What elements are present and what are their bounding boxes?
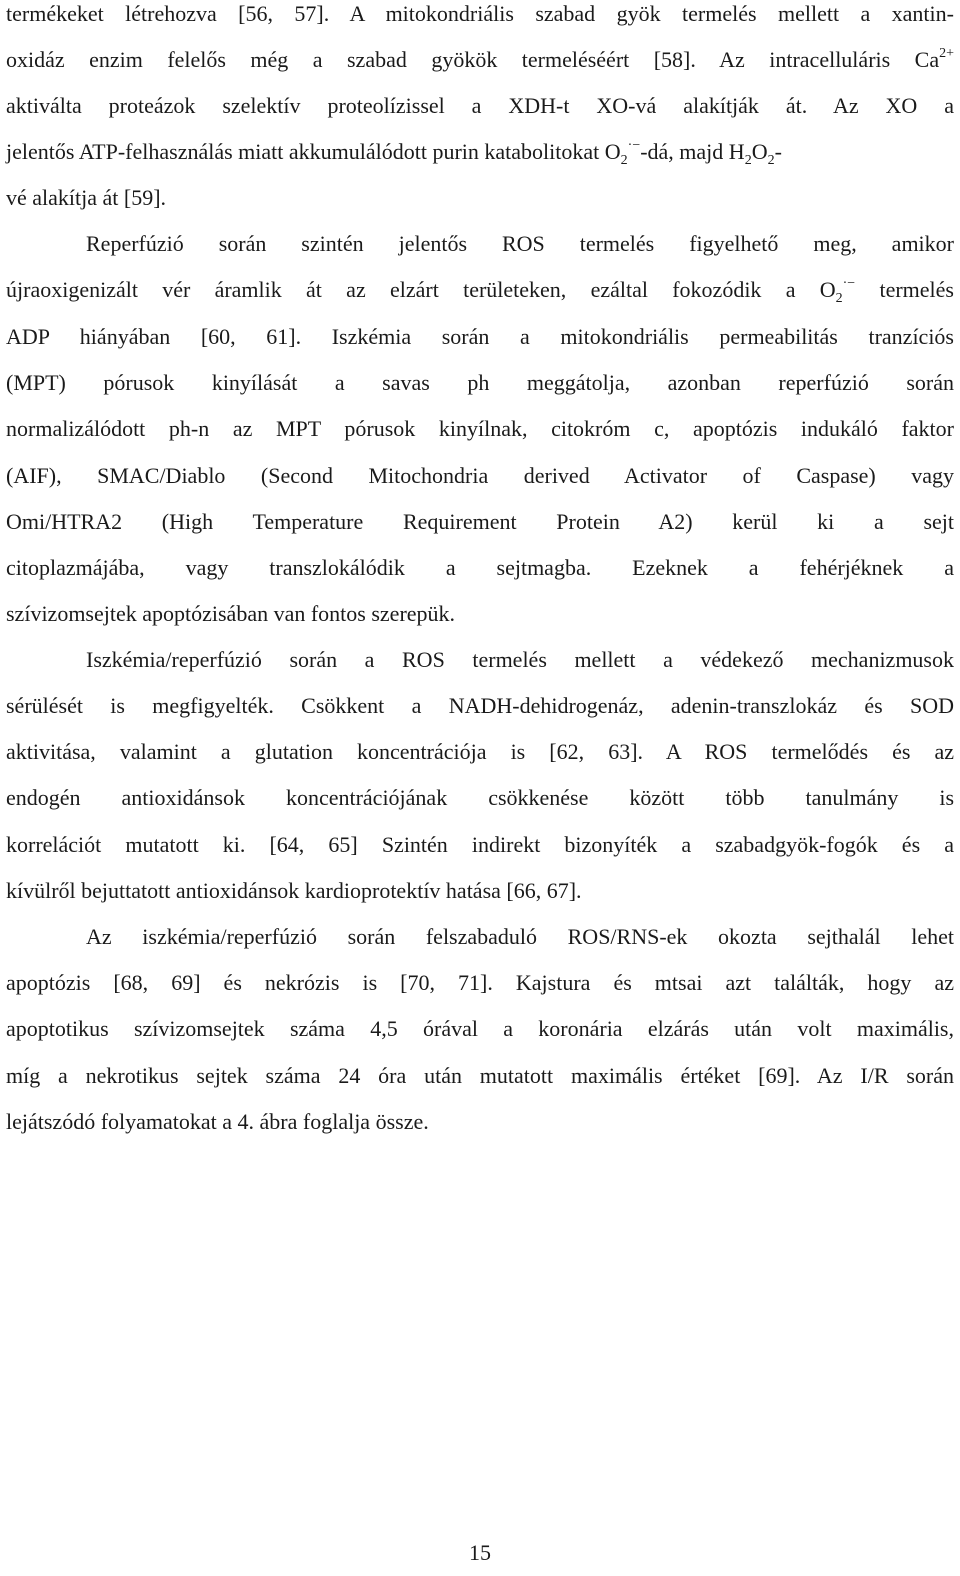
- text-line: [6, 136, 954, 168]
- text-line: apoptózis [68, 69] és nekrózis is [70, 71]. Kajstura és mtsai azt találták, hogy az: [6, 970, 954, 995]
- paragraph-first-line: Reperfúzió során szintén jelentős ROS termelés figyelhető meg, amikor: [86, 231, 954, 256]
- text-segment: újraoxigenizált vér áramlik át az elzárt területeken, ezáltal fokozódik a: [6, 277, 820, 302]
- superscript: 2+: [939, 46, 954, 61]
- subscript: 2: [767, 153, 775, 168]
- text-line: normalizálódott ph-n az MPT pórusok kinyílnak, citokróm c, apoptózis indukáló faktor: [6, 416, 954, 441]
- text-line: termékeket létrehozva [56, 57]. A mitokondriális szabad gyök termelés mellett a xantin-: [6, 1, 954, 26]
- superoxide-formula: $O_2^{\cdot-}$: [819, 276, 856, 306]
- text-line: korrelációt mutatott ki. [64, 65] Szintén indirekt bizonyíték a szabadgyök-fogók és a: [6, 832, 954, 857]
- text-segment: -dá, majd H: [640, 139, 745, 164]
- text-line: lejátszódó folyamatokat a 4. ábra foglalja össze.: [6, 1109, 429, 1134]
- text-line: apoptotikus szívizomsejtek száma 4,5 órával a koronária elzárás után volt maximális,: [6, 1016, 954, 1041]
- text-line: míg a nekrotikus sejtek száma 24 óra után mutatott maximális értéket [69]. Az I/R során: [6, 1063, 954, 1088]
- paragraph-first-line: Iszkémia/reperfúzió során a ROS termelés mellett a védekező mechanizmusok: [86, 647, 954, 672]
- text-line: (MPT) pórusok kinyílását a savas ph meggátolja, azonban reperfúzió során: [6, 370, 954, 395]
- text-line: vé alakítja át [59].: [6, 185, 167, 210]
- text-line: sérülését is megfigyelték. Csökkent a NADH-dehidrogenáz, adenin-transzlokáz és SOD: [6, 693, 954, 718]
- text-line: [6, 44, 954, 76]
- text-line: ADP hiányában [60, 61]. Iszkémia során a mitokondriális permeabilitás tranzíciós: [6, 324, 954, 349]
- text-line: szívizomsejtek apoptózisában van fontos szerepük.: [6, 601, 456, 626]
- paragraph-first-line: Az iszkémia/reperfúzió során felszabaduló ROS/RNS-ek okozta sejthalál lehet: [86, 924, 954, 949]
- text-segment: -: [774, 139, 782, 164]
- text-line: kívülről bejuttatott antioxidánsok kardioprotektív hatása [66, 67].: [6, 878, 582, 903]
- text-line: endogén antioxidánsok koncentrációjának csökkenése között több tanulmány is: [6, 785, 954, 810]
- text-segment: termelés: [855, 277, 954, 302]
- text-segment: O: [751, 139, 768, 164]
- text-line: (AIF), SMAC/Diablo (Second Mitochondria derived Activator of Caspase) vagy: [6, 463, 954, 488]
- text-line: aktivitása, valamint a glutation koncentrációja is [62, 63]. A ROS termelődés és az: [6, 739, 954, 764]
- text-line: aktiválta proteázok szelektív proteolízissel a XDH-t XO-vá alakítják át. Az XO a: [6, 93, 954, 118]
- text-line: citoplazmájába, vagy transzlokálódik a sejtmagba. Ezeknek a fehérjéknek a: [6, 555, 954, 580]
- text-line: Omi/HTRA2 (High Temperature Requirement Protein A2) kerül ki a sejt: [6, 509, 954, 534]
- subscript: 2: [744, 153, 752, 168]
- page-number: 15: [469, 1540, 491, 1565]
- text-segment: jelentős ATP-felhasználás miatt akkumulálódott purin katabolitokat: [6, 139, 605, 164]
- text-line: [6, 274, 954, 306]
- text-segment: oxidáz enzim felelős még a szabad gyökök termeléséért [58]. Az intracelluláris Ca: [6, 47, 940, 72]
- superoxide-formula: $O_2^{\cdot-}$: [604, 138, 641, 168]
